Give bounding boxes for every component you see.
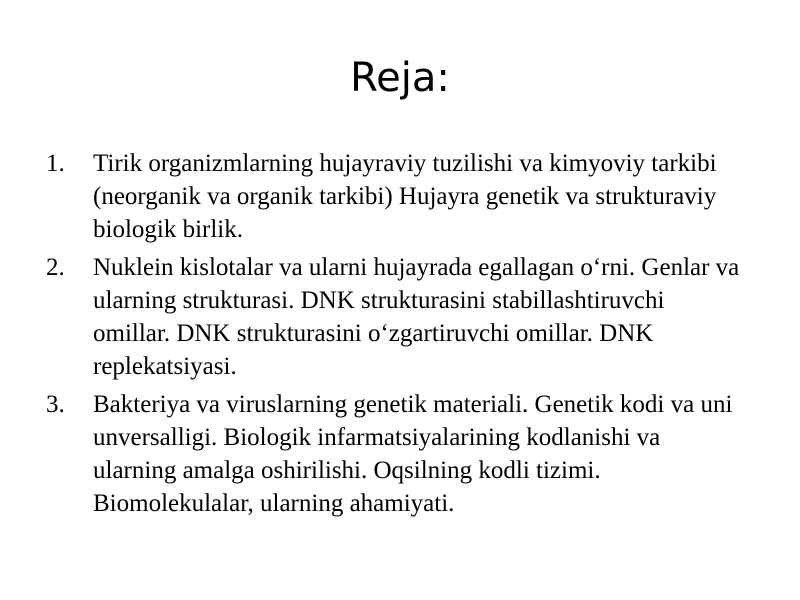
slide-title: Reja: <box>350 55 450 101</box>
agenda-item-number: 1. <box>46 150 65 177</box>
agenda-item-text: Nuklein kislotalar va ularni hujayrada egallagan o‘rni. Genlar va ularning strukturasi. DNK strukturasini stabillashtiruvchi omillar. DNK strukturasini o‘zgartiruvchi omillar. DNK replekatsiyasi. <box>93 254 740 380</box>
agenda-item-number: 2. <box>46 254 65 281</box>
agenda-item-1 <box>46 147 746 246</box>
agenda-item-2 <box>46 251 746 383</box>
agenda-item-3 <box>46 388 746 520</box>
agenda-item-number: 3. <box>46 391 65 418</box>
agenda-item-text: Tirik organizmlarning hujayraviy tuzilishi va kimyoviy tarkibi (neorganik va organik tarkibi) Hujayra genetik va strukturaviy biologik birlik. <box>93 150 717 243</box>
agenda-item-text: Bakteriya va viruslarning genetik materiali. Genetik kodi va uni unversalligi. Biologik infarmatsiyalarining kodlanishi va ularning amalga oshirilishi. Oqsilning kodli tizimi. Biomolekulalar, ularning ahamiyati. <box>93 391 733 517</box>
agenda-list <box>46 147 746 525</box>
